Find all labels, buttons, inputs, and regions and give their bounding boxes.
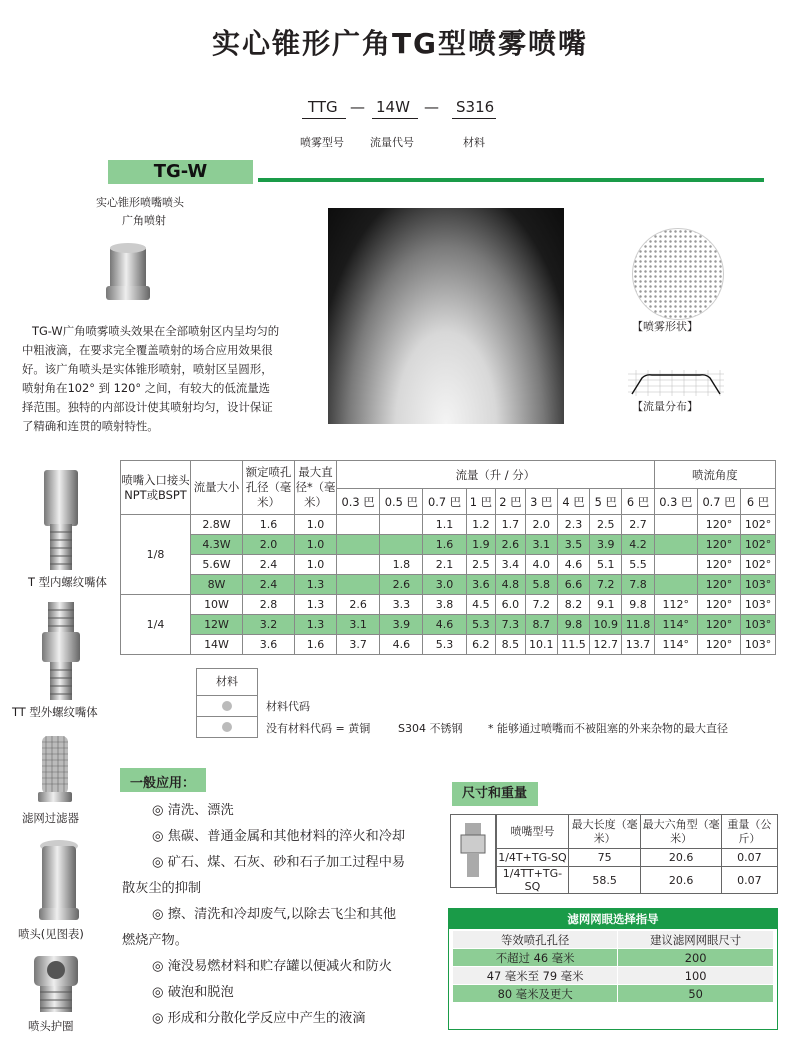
material-label: 材料 (216, 675, 238, 688)
flow-cell: 7.8 (622, 575, 654, 595)
flow-cell: 10.1 (525, 635, 557, 655)
dist-label: 【流量分布】 (632, 400, 698, 413)
flow-cell: 2.6 (337, 595, 380, 615)
table-row (121, 595, 776, 615)
angle-cell: 102° (741, 515, 776, 535)
inlet-cell: 1/4 (121, 595, 191, 655)
orifice-cell: 3.6 (243, 635, 295, 655)
brass-dot-icon (222, 701, 232, 711)
flow-cell: 6.6 (557, 575, 589, 595)
flow-cell: 3.8 (423, 595, 466, 615)
dims-header: 喷嘴型号 (497, 815, 569, 849)
material-code: 材料代码 (266, 700, 310, 713)
pattern-label: 【喷雾形状】 (632, 320, 698, 333)
flow-table (120, 460, 776, 655)
orifice-cell: 1.6 (243, 515, 295, 535)
angle-cell: 120° (697, 575, 740, 595)
application-item: ◎ 清洗、漂洗 (152, 803, 234, 818)
pressure-header: 2 巴 (496, 489, 525, 515)
flow-cell: 3.1 (525, 535, 557, 555)
angle-cell (654, 555, 697, 575)
table-row (121, 535, 776, 555)
size-cell: 12W (191, 615, 243, 635)
table-row (453, 985, 774, 1003)
header-passage: 最大直径*（毫米） (295, 461, 337, 515)
flow-cell: 3.7 (337, 635, 380, 655)
flow-cell: 9.8 (557, 615, 589, 635)
flow-cell: 5.3 (466, 615, 495, 635)
flow-cell: 5.3 (423, 635, 466, 655)
code-flow: 14W (376, 98, 410, 116)
strainer-icon (36, 734, 74, 806)
material-box (196, 668, 258, 738)
code-dash: — (424, 98, 439, 116)
nozzle-tip-icon (100, 240, 156, 308)
flow-cell: 13.7 (622, 635, 654, 655)
flow-cell: 5.1 (590, 555, 622, 575)
flow-cell: 3.1 (337, 615, 380, 635)
angle-cell (654, 515, 697, 535)
flow-cell: 7.2 (525, 595, 557, 615)
dims-cell: 0.07 (721, 867, 777, 894)
angle-cell: 120° (697, 535, 740, 555)
part-label: 滤网过滤器 (22, 811, 79, 825)
mesh-header: 等效喷孔孔径 (453, 931, 618, 949)
table-row (497, 849, 778, 867)
flow-cell: 1.8 (380, 555, 423, 575)
flow-cell: 4.8 (496, 575, 525, 595)
flow-cell: 1.1 (423, 515, 466, 535)
dims-cell: 58.5 (568, 867, 640, 894)
distribution-chart-icon (628, 370, 724, 396)
flow-cell: 5.5 (622, 555, 654, 575)
flow-cell: 2.3 (557, 515, 589, 535)
mesh-cell: 47 毫米至 79 毫米 (453, 967, 618, 985)
pressure-header: 0.5 巴 (380, 489, 423, 515)
table-row (121, 575, 776, 595)
subtitle: 实心锥形喷嘴喷头 (96, 196, 184, 209)
dims-cell: 20.6 (641, 849, 722, 867)
orifice-cell: 2.0 (243, 535, 295, 555)
dims-title: 尺寸和重量 (452, 782, 538, 806)
passage-cell: 1.3 (295, 615, 337, 635)
angle-cell: 102° (741, 535, 776, 555)
flow-cell: 11.8 (622, 615, 654, 635)
part-label: TT 型外螺纹嘴体 (12, 705, 98, 719)
flow-cell: 2.5 (590, 515, 622, 535)
mesh-title: 滤网网眼选择指导 (449, 909, 777, 929)
table-row (121, 555, 776, 575)
inlet-cell: 1/8 (121, 515, 191, 595)
flow-cell: 2.0 (525, 515, 557, 535)
code-label: 喷雾型号 (300, 136, 344, 149)
code-model: TTG (308, 98, 338, 116)
size-cell: 2.8W (191, 515, 243, 535)
flow-cell: 9.1 (590, 595, 622, 615)
flow-cell: 7.3 (496, 615, 525, 635)
application-item: ◎ 擦、清洗和冷却废气,以除去飞尘和其他 (152, 907, 397, 922)
code-label: 流量代号 (370, 136, 414, 149)
angle-pressure-header: 6 巴 (741, 489, 776, 515)
passage-cell: 1.0 (295, 555, 337, 575)
header-size: 流量大小 (191, 461, 243, 515)
flow-cell: 10.9 (590, 615, 622, 635)
code-material: S316 (456, 98, 495, 116)
page-title: 实心锥形广角TG型喷雾喷嘴 (211, 27, 589, 60)
flow-cell: 4.0 (525, 555, 557, 575)
mesh-table (452, 930, 774, 1003)
code-label: 材料 (463, 136, 485, 149)
flow-cell (380, 535, 423, 555)
flow-cell: 3.4 (496, 555, 525, 575)
flow-cell: 4.6 (423, 615, 466, 635)
passage-cell: 1.0 (295, 515, 337, 535)
code-dash: — (350, 98, 365, 116)
application-item: ◎ 破泡和脱泡 (152, 985, 234, 1000)
angle-cell: 120° (697, 515, 740, 535)
angle-pressure-header: 0.7 巴 (697, 489, 740, 515)
angle-cell: 103° (741, 575, 776, 595)
flow-cell: 1.6 (423, 535, 466, 555)
flow-cell: 6.2 (466, 635, 495, 655)
material-brass: 没有材料代码 = 黄铜 (266, 722, 371, 735)
tt-body-icon (38, 600, 84, 702)
mesh-header: 建议滤网网眼尺寸 (618, 931, 774, 949)
table-row (497, 867, 778, 894)
orifice-cell: 3.2 (243, 615, 295, 635)
dims-cell: 0.07 (721, 849, 777, 867)
mesh-cell: 80 毫米及更大 (453, 985, 618, 1003)
applications-title: 一般应用： (120, 768, 206, 792)
description: TG-W广角喷雾喷头效果在全部喷射区内呈均匀的中粗液滴，在要求完全覆盖喷射的场合应用效果很好。该广角喷头是实体锥形喷射，喷射区呈圆形，喷射角在102° 到 120° 之间，有较大的低流量选择范围。独特的内部设计使其喷射均匀，设计保证了精确和连贯的喷射特性。 (22, 324, 280, 433)
application-item: 散灰尘的抑制 (122, 881, 202, 896)
subtitle: 广角喷射 (122, 214, 166, 227)
orifice-cell: 2.8 (243, 595, 295, 615)
flow-cell: 2.6 (496, 535, 525, 555)
flow-cell: 4.2 (622, 535, 654, 555)
flow-cell: 5.8 (525, 575, 557, 595)
mesh-cell: 100 (618, 967, 774, 985)
header-angle: 喷流角度 (654, 461, 775, 489)
mesh-cell: 不超过 46 毫米 (453, 949, 618, 967)
application-item: ◎ 矿石、煤、石灰、砂和石子加工过程中易 (152, 855, 406, 870)
flow-cell: 1.9 (466, 535, 495, 555)
material-ss: S304 不锈钢 (398, 722, 463, 735)
flow-cell: 3.5 (557, 535, 589, 555)
flow-cell: 8.2 (557, 595, 589, 615)
pressure-header: 6 巴 (622, 489, 654, 515)
application-item: ◎ 形成和分散化学反应中产生的液滴 (152, 1011, 366, 1026)
angle-cell: 120° (697, 635, 740, 655)
application-item: ◎ 淹没易燃材料和贮存罐以便减火和防火 (152, 959, 392, 974)
header-inlet: 喷嘴入口接头NPT或BSPT (121, 461, 191, 515)
flow-cell: 8.5 (496, 635, 525, 655)
flow-cell: 2.5 (466, 555, 495, 575)
angle-cell: 120° (697, 595, 740, 615)
table-row (121, 515, 776, 535)
dims-cell: 20.6 (641, 867, 722, 894)
flow-cell: 4.6 (557, 555, 589, 575)
dims-diagram-icon (450, 814, 496, 888)
angle-cell: 120° (697, 555, 740, 575)
flow-cell: 3.6 (466, 575, 495, 595)
header-orifice: 额定喷孔孔径（毫米） (243, 461, 295, 515)
table-row (453, 967, 774, 985)
orifice-cell: 2.4 (243, 575, 295, 595)
angle-cell: 120° (697, 615, 740, 635)
size-cell: 8W (191, 575, 243, 595)
flow-cell: 4.6 (380, 635, 423, 655)
footnote: * 能够通过喷嘴而不被阻塞的外来杂物的最大直径 (488, 722, 728, 735)
mesh-cell: 200 (618, 949, 774, 967)
dims-header: 最大长度（毫米） (568, 815, 640, 849)
pressure-header: 3 巴 (525, 489, 557, 515)
flow-cell: 1.2 (466, 515, 495, 535)
dims-header-row (497, 815, 778, 849)
passage-cell: 1.6 (295, 635, 337, 655)
angle-cell: 112° (654, 595, 697, 615)
dims-cell: 75 (568, 849, 640, 867)
application-item: 燃烧产物。 (122, 933, 188, 948)
flow-cell (380, 515, 423, 535)
passage-cell: 1.0 (295, 535, 337, 555)
flow-cell: 2.7 (622, 515, 654, 535)
header-flow: 流量（升 / 分） (337, 461, 655, 489)
angle-cell: 114° (654, 635, 697, 655)
flow-cell: 3.0 (423, 575, 466, 595)
angle-cell (654, 575, 697, 595)
flow-cell (337, 515, 380, 535)
flow-cell: 8.7 (525, 615, 557, 635)
flow-cell (337, 555, 380, 575)
mesh-cell: 50 (618, 985, 774, 1003)
pressure-header: 0.3 巴 (337, 489, 380, 515)
flow-cell: 1.7 (496, 515, 525, 535)
table-row (121, 635, 776, 655)
part-label: T 型内螺纹嘴体 (28, 575, 107, 589)
dims-header: 最大六角型（毫米） (641, 815, 722, 849)
flow-cell: 7.2 (590, 575, 622, 595)
flow-cell: 2.6 (380, 575, 423, 595)
angle-cell: 103° (741, 615, 776, 635)
section-title: TG-W (108, 160, 253, 184)
tip-icon (36, 838, 82, 922)
angle-cell: 102° (741, 555, 776, 575)
dims-header: 重量（公斤） (721, 815, 777, 849)
ss-dot-icon (222, 722, 232, 732)
dims-table (496, 814, 778, 894)
pressure-header: 4 巴 (557, 489, 589, 515)
angle-cell (654, 535, 697, 555)
table-row (453, 949, 774, 967)
mesh-header-row (453, 931, 774, 949)
section-rule (258, 178, 764, 182)
flow-cell: 12.7 (590, 635, 622, 655)
size-cell: 14W (191, 635, 243, 655)
orifice-cell: 2.4 (243, 555, 295, 575)
flow-cell: 3.3 (380, 595, 423, 615)
part-label: 喷头(见图表) (18, 927, 84, 941)
flow-cell (337, 535, 380, 555)
flow-cell: 11.5 (557, 635, 589, 655)
pressure-header: 0.7 巴 (423, 489, 466, 515)
pressure-header: 1 巴 (466, 489, 495, 515)
flow-cell: 4.5 (466, 595, 495, 615)
spray-pattern-icon (632, 228, 724, 320)
size-cell: 5.6W (191, 555, 243, 575)
angle-cell: 103° (741, 635, 776, 655)
t-body-icon (40, 468, 82, 572)
flow-cell: 9.8 (622, 595, 654, 615)
flow-cell (337, 575, 380, 595)
tip-retainer-icon (30, 950, 82, 1014)
size-cell: 10W (191, 595, 243, 615)
application-item: ◎ 焦碳、普通金属和其他材料的淬火和冷却 (152, 829, 406, 844)
flow-cell: 6.0 (496, 595, 525, 615)
angle-cell: 114° (654, 615, 697, 635)
passage-cell: 1.3 (295, 575, 337, 595)
size-cell: 4.3W (191, 535, 243, 555)
flow-cell: 3.9 (590, 535, 622, 555)
dims-cell: 1/4T+TG-SQ (497, 849, 569, 867)
part-label: 喷头护圈 (28, 1019, 74, 1033)
flow-cell: 3.9 (380, 615, 423, 635)
angle-cell: 103° (741, 595, 776, 615)
angle-pressure-header: 0.3 巴 (654, 489, 697, 515)
dims-cell: 1/4TT+TG-SQ (497, 867, 569, 894)
flow-cell: 2.1 (423, 555, 466, 575)
spray-photo (328, 208, 564, 424)
pressure-header: 5 巴 (590, 489, 622, 515)
passage-cell: 1.3 (295, 595, 337, 615)
table-row (121, 615, 776, 635)
